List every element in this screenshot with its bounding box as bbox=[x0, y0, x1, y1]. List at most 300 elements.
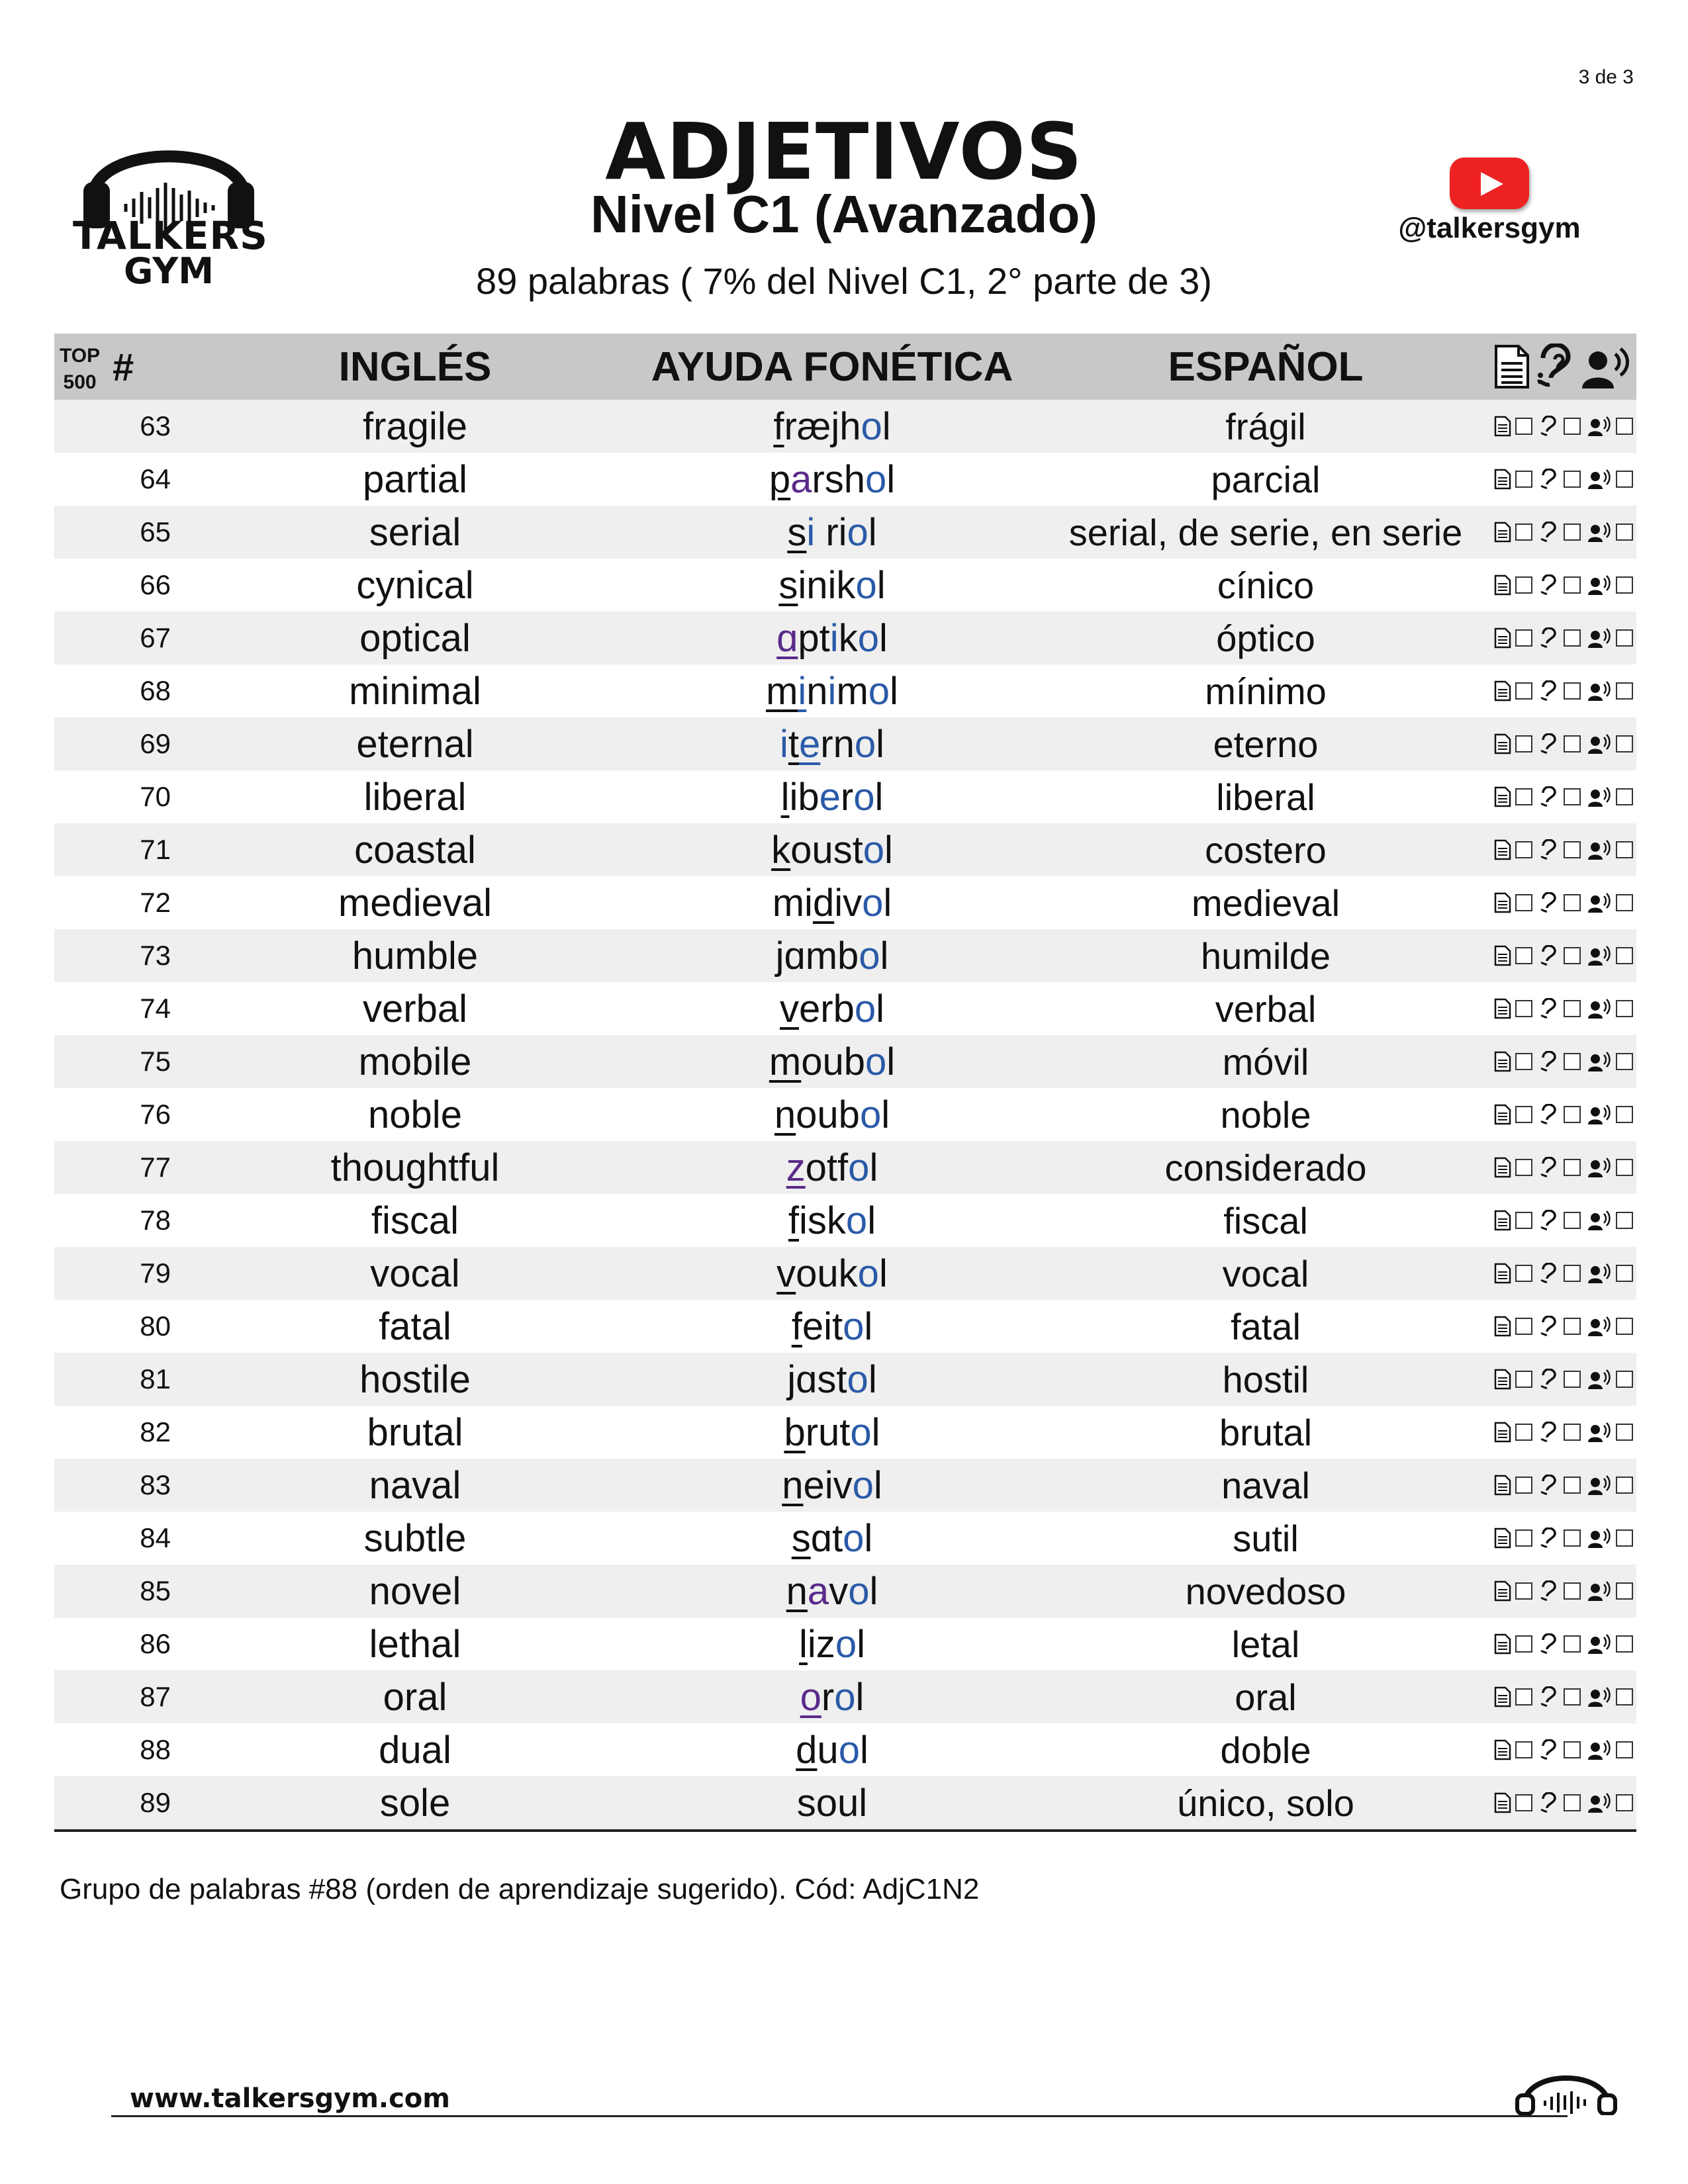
checkbox[interactable] bbox=[1616, 471, 1633, 488]
phonetic-segment: s bbox=[787, 510, 807, 554]
speak-check[interactable] bbox=[1588, 1739, 1633, 1760]
speak-check[interactable] bbox=[1588, 1104, 1633, 1125]
read-check[interactable] bbox=[1494, 416, 1532, 437]
english-word: oral bbox=[207, 1670, 624, 1723]
checkbox[interactable] bbox=[1515, 1794, 1532, 1811]
checkbox[interactable] bbox=[1616, 947, 1633, 964]
checkbox[interactable] bbox=[1616, 1159, 1633, 1176]
footer-divider bbox=[111, 2115, 1568, 2117]
checkbox[interactable] bbox=[1616, 1477, 1633, 1494]
listen-check[interactable] bbox=[1540, 1739, 1581, 1760]
checkbox[interactable] bbox=[1515, 1741, 1532, 1758]
practice-checkboxes bbox=[1491, 1406, 1636, 1459]
checkbox[interactable] bbox=[1515, 1000, 1532, 1017]
read-check[interactable] bbox=[1494, 574, 1532, 596]
speak-check[interactable] bbox=[1588, 680, 1633, 702]
spanish-translation: fiscal bbox=[1223, 1199, 1308, 1242]
word-count-summary: 89 palabras ( 7% del Nivel C1, 2° parte de 3) bbox=[476, 260, 1212, 302]
ear-icon bbox=[1540, 1527, 1560, 1549]
ear-icon bbox=[1540, 839, 1560, 860]
checkbox[interactable] bbox=[1564, 576, 1581, 594]
checkbox[interactable] bbox=[1564, 735, 1581, 752]
table-row bbox=[54, 664, 1636, 717]
read-check[interactable] bbox=[1494, 945, 1532, 966]
checkbox[interactable] bbox=[1564, 841, 1581, 858]
checkbox[interactable] bbox=[1515, 576, 1532, 594]
read-check[interactable] bbox=[1494, 1263, 1532, 1284]
speak-check[interactable] bbox=[1588, 733, 1633, 754]
checkbox[interactable] bbox=[1564, 1424, 1581, 1441]
listen-check[interactable] bbox=[1540, 627, 1581, 649]
checkbox[interactable] bbox=[1564, 1318, 1581, 1335]
checkbox[interactable] bbox=[1515, 1265, 1532, 1282]
word-rank: 71 bbox=[54, 823, 207, 876]
checkbox[interactable] bbox=[1515, 1477, 1532, 1494]
phonetic-segment: o bbox=[848, 1569, 870, 1613]
word-rank: 63 bbox=[54, 400, 207, 453]
word-rank: 70 bbox=[140, 781, 171, 812]
checkbox[interactable] bbox=[1616, 1794, 1633, 1811]
speak-check[interactable] bbox=[1588, 1686, 1633, 1707]
speak-check[interactable] bbox=[1588, 416, 1633, 437]
english-word: coastal bbox=[207, 823, 624, 876]
phonetic-segment: rn bbox=[820, 722, 855, 766]
checkbox[interactable] bbox=[1564, 1053, 1581, 1070]
checkbox[interactable] bbox=[1515, 788, 1532, 805]
phonetic-aid bbox=[624, 770, 1041, 823]
speak-check[interactable] bbox=[1588, 1369, 1633, 1390]
checkbox[interactable] bbox=[1564, 1159, 1581, 1176]
phonetic-segment: l bbox=[886, 1040, 896, 1083]
document-icon bbox=[1494, 680, 1511, 702]
read-check[interactable] bbox=[1494, 1210, 1532, 1231]
speaking-person-icon bbox=[1588, 998, 1612, 1019]
ear-icon bbox=[1540, 416, 1560, 437]
checkbox[interactable] bbox=[1515, 471, 1532, 488]
word-rank: 64 bbox=[140, 463, 171, 494]
checkbox[interactable] bbox=[1564, 471, 1581, 488]
speak-check[interactable] bbox=[1588, 1475, 1633, 1496]
checkbox[interactable] bbox=[1564, 1106, 1581, 1123]
checkbox[interactable] bbox=[1564, 1477, 1581, 1494]
english-word: liberal bbox=[363, 775, 467, 819]
phonetic-segment: o bbox=[852, 1463, 874, 1507]
speaking-person-icon bbox=[1588, 945, 1612, 966]
channel-handle[interactable]: @talkersgym bbox=[1398, 212, 1581, 244]
listen-check[interactable] bbox=[1540, 1263, 1581, 1284]
listen-check[interactable] bbox=[1540, 1316, 1581, 1337]
phonetic-segment: rut bbox=[805, 1410, 851, 1454]
practice-checkboxes bbox=[1491, 717, 1636, 770]
table-row bbox=[54, 823, 1636, 876]
phonetic-segment: l bbox=[882, 404, 891, 448]
speak-check[interactable] bbox=[1588, 1792, 1633, 1813]
checkbox[interactable] bbox=[1564, 1635, 1581, 1653]
speak-check[interactable] bbox=[1588, 1316, 1633, 1337]
phonetic-segment: l bbox=[884, 828, 893, 872]
speak-check[interactable] bbox=[1588, 1157, 1633, 1178]
checkbox[interactable] bbox=[1564, 1212, 1581, 1229]
english-word: partial bbox=[363, 457, 467, 501]
speak-check[interactable] bbox=[1588, 1210, 1633, 1231]
checkbox[interactable] bbox=[1616, 788, 1633, 805]
phonetic-aid bbox=[624, 929, 1041, 982]
checkbox[interactable] bbox=[1564, 523, 1581, 541]
read-check[interactable] bbox=[1494, 998, 1532, 1019]
checkbox[interactable] bbox=[1515, 1212, 1532, 1229]
checkbox[interactable] bbox=[1515, 1159, 1532, 1176]
listen-check[interactable] bbox=[1540, 574, 1581, 596]
document-icon bbox=[1494, 522, 1511, 543]
read-check[interactable] bbox=[1494, 1051, 1532, 1072]
checkbox[interactable] bbox=[1515, 682, 1532, 700]
listen-check[interactable] bbox=[1540, 416, 1581, 437]
speaking-person-icon bbox=[1588, 1739, 1612, 1760]
phonetic-segment: mi bbox=[772, 881, 813, 925]
checkbox[interactable] bbox=[1616, 1741, 1633, 1758]
phonetic-aid bbox=[624, 1194, 1041, 1247]
phonetic-segment: o bbox=[843, 1516, 865, 1560]
checkbox[interactable] bbox=[1515, 841, 1532, 858]
listen-check[interactable] bbox=[1540, 998, 1581, 1019]
speak-check[interactable] bbox=[1588, 627, 1633, 649]
document-icon bbox=[1494, 574, 1511, 596]
phonetic-segment: v bbox=[776, 1251, 796, 1295]
listen-check[interactable] bbox=[1540, 1527, 1581, 1549]
phonetic-segment: i bbox=[829, 616, 839, 660]
phonetic-segment: pt bbox=[798, 616, 830, 660]
table-row bbox=[54, 1776, 1636, 1831]
listen-check[interactable] bbox=[1540, 1104, 1581, 1125]
checkbox[interactable] bbox=[1616, 1000, 1633, 1017]
word-rank: 79 bbox=[54, 1247, 207, 1300]
spanish-translation: fatal bbox=[1231, 1305, 1301, 1347]
word-rank: 76 bbox=[140, 1099, 171, 1130]
phonetic-segment: t bbox=[788, 722, 799, 766]
word-rank: 67 bbox=[54, 612, 207, 664]
speak-check[interactable] bbox=[1588, 1263, 1633, 1284]
speaking-person-icon bbox=[1588, 1369, 1612, 1390]
speak-check[interactable] bbox=[1588, 1580, 1633, 1602]
read-check[interactable] bbox=[1494, 1739, 1532, 1760]
checkbox[interactable] bbox=[1515, 1053, 1532, 1070]
checkbox[interactable] bbox=[1564, 629, 1581, 647]
read-check[interactable] bbox=[1494, 627, 1532, 649]
read-check[interactable] bbox=[1494, 680, 1532, 702]
checkbox[interactable] bbox=[1616, 1371, 1633, 1388]
checkbox[interactable] bbox=[1616, 1212, 1633, 1229]
checkbox[interactable] bbox=[1515, 1635, 1532, 1653]
checkbox[interactable] bbox=[1515, 523, 1532, 541]
listen-check[interactable] bbox=[1540, 1157, 1581, 1178]
phonetic-segment: l bbox=[881, 1093, 890, 1136]
phonetic-segment: o bbox=[865, 1040, 887, 1083]
read-check[interactable] bbox=[1494, 522, 1532, 543]
speaking-person-icon bbox=[1588, 627, 1612, 649]
table-row bbox=[54, 453, 1636, 506]
speak-check[interactable] bbox=[1588, 945, 1633, 966]
vocabulary-rows bbox=[54, 400, 1636, 1831]
listen-check[interactable] bbox=[1540, 945, 1581, 966]
listen-check[interactable] bbox=[1540, 1686, 1581, 1707]
checkbox[interactable] bbox=[1515, 1688, 1532, 1706]
english-word: sole bbox=[207, 1776, 624, 1831]
phonetic-segment: o bbox=[853, 775, 875, 819]
word-rank: 83 bbox=[54, 1459, 207, 1512]
phonetic-segment: a bbox=[807, 1569, 829, 1613]
read-check[interactable] bbox=[1494, 1527, 1532, 1549]
phonetic-segment: s bbox=[778, 563, 798, 607]
youtube-play-icon[interactable] bbox=[1450, 158, 1529, 209]
read-check[interactable] bbox=[1494, 1580, 1532, 1602]
spanish-translation: humilde bbox=[1041, 929, 1491, 982]
listen-check[interactable] bbox=[1540, 786, 1581, 807]
read-check[interactable] bbox=[1494, 1475, 1532, 1496]
phonetic-segment: ib bbox=[789, 775, 820, 819]
phonetic-segment: f bbox=[788, 1199, 800, 1242]
checkbox[interactable] bbox=[1564, 1000, 1581, 1017]
phonetic-segment: o bbox=[854, 722, 876, 766]
listen-check[interactable] bbox=[1540, 1580, 1581, 1602]
practice-checkboxes bbox=[1491, 1776, 1636, 1831]
checkbox[interactable] bbox=[1616, 1688, 1633, 1706]
checkbox[interactable] bbox=[1616, 523, 1633, 541]
vocabulary-table bbox=[54, 334, 1636, 1832]
speaking-person-icon bbox=[1588, 1104, 1612, 1125]
phonetic-segment: o bbox=[855, 563, 877, 607]
read-check[interactable] bbox=[1494, 1104, 1532, 1125]
checkbox[interactable] bbox=[1616, 1582, 1633, 1600]
listen-check[interactable] bbox=[1540, 1051, 1581, 1072]
checkbox[interactable] bbox=[1515, 894, 1532, 911]
checkbox[interactable] bbox=[1564, 682, 1581, 700]
speaking-person-icon bbox=[1588, 680, 1612, 702]
read-check[interactable] bbox=[1494, 892, 1532, 913]
english-word: medieval bbox=[338, 881, 492, 925]
word-rank: 87 bbox=[54, 1670, 207, 1723]
word-rank: 89 bbox=[54, 1776, 207, 1831]
ear-icon bbox=[1540, 1316, 1560, 1337]
phonetic-aid bbox=[624, 1512, 1041, 1565]
checkbox[interactable] bbox=[1564, 947, 1581, 964]
phonetic-segment: o bbox=[861, 404, 882, 448]
word-rank: 74 bbox=[140, 993, 171, 1024]
checkbox[interactable] bbox=[1564, 1265, 1581, 1282]
page-number: 3 de 3 bbox=[1578, 66, 1634, 88]
checkbox[interactable] bbox=[1616, 841, 1633, 858]
listen-check[interactable] bbox=[1540, 733, 1581, 754]
document-icon bbox=[1494, 1422, 1511, 1443]
listen-check[interactable] bbox=[1540, 1422, 1581, 1443]
listen-check[interactable] bbox=[1540, 1475, 1581, 1496]
ear-icon bbox=[1540, 998, 1560, 1019]
table-row bbox=[54, 1194, 1636, 1247]
checkbox[interactable] bbox=[1515, 1582, 1532, 1600]
checkbox[interactable] bbox=[1616, 894, 1633, 911]
spanish-translation: mínimo bbox=[1205, 670, 1327, 712]
phonetic-aid bbox=[624, 506, 1041, 559]
speak-check[interactable] bbox=[1588, 469, 1633, 490]
spanish-translation: medieval bbox=[1191, 882, 1340, 924]
phonetic-aid bbox=[624, 1406, 1041, 1459]
page-title: ADJETIVOS bbox=[605, 106, 1083, 197]
practice-checkboxes bbox=[1491, 1035, 1636, 1088]
checkbox[interactable] bbox=[1616, 576, 1633, 594]
speak-check[interactable] bbox=[1588, 786, 1633, 807]
read-check[interactable] bbox=[1494, 1686, 1532, 1707]
english-word: naval bbox=[207, 1459, 624, 1512]
phonetic-segment: d bbox=[812, 881, 835, 925]
ear-icon bbox=[1540, 680, 1560, 702]
phonetic-aid bbox=[624, 876, 1041, 929]
listen-check[interactable] bbox=[1540, 1369, 1581, 1390]
checkbox[interactable] bbox=[1515, 1424, 1532, 1441]
english-word: lethal bbox=[369, 1622, 461, 1666]
checkbox[interactable] bbox=[1616, 682, 1633, 700]
english-word: serial bbox=[207, 506, 624, 559]
checkbox[interactable] bbox=[1616, 1106, 1633, 1123]
phonetic-segment: l bbox=[864, 1516, 873, 1560]
checkbox[interactable] bbox=[1515, 1106, 1532, 1123]
phonetic-segment: l bbox=[880, 934, 889, 978]
checkbox[interactable] bbox=[1515, 1529, 1532, 1547]
checkbox[interactable] bbox=[1616, 1265, 1633, 1282]
read-check[interactable] bbox=[1494, 1157, 1532, 1178]
checkbox[interactable] bbox=[1564, 1371, 1581, 1388]
table-header-row bbox=[54, 334, 1636, 400]
read-check[interactable] bbox=[1494, 733, 1532, 754]
speaking-person-icon bbox=[1588, 1792, 1612, 1813]
speak-check[interactable] bbox=[1588, 1633, 1633, 1655]
checkbox[interactable] bbox=[1515, 735, 1532, 752]
word-group-footnote: Grupo de palabras #88 (orden de aprendizaje sugerido). Cód: AdjC1N2 bbox=[60, 1873, 980, 1905]
phonetic-segment: m bbox=[766, 669, 798, 713]
english-word: verbal bbox=[363, 987, 467, 1030]
checkbox[interactable] bbox=[1564, 1794, 1581, 1811]
footer-url[interactable]: www.talkersgym.com bbox=[130, 2083, 450, 2114]
practice-checkboxes bbox=[1491, 982, 1636, 1035]
checkbox[interactable] bbox=[1515, 418, 1532, 435]
ear-icon bbox=[1540, 522, 1560, 543]
practice-checkboxes bbox=[1491, 559, 1636, 612]
table-row bbox=[54, 876, 1636, 929]
checkbox[interactable] bbox=[1616, 735, 1633, 752]
speak-check[interactable] bbox=[1588, 998, 1633, 1019]
read-check[interactable] bbox=[1494, 1316, 1532, 1337]
english-word: brutal bbox=[367, 1410, 463, 1454]
read-check[interactable] bbox=[1494, 786, 1532, 807]
header-spanish: ESPAÑOL bbox=[1041, 334, 1491, 400]
word-rank: 84 bbox=[140, 1522, 171, 1553]
phonetic-segment: n bbox=[774, 1093, 796, 1136]
listen-check[interactable] bbox=[1540, 1792, 1581, 1813]
speak-check[interactable] bbox=[1588, 1422, 1633, 1443]
ear-icon bbox=[1540, 1580, 1560, 1602]
listen-check[interactable] bbox=[1540, 522, 1581, 543]
phonetic-segment: o bbox=[838, 1728, 860, 1772]
listen-check[interactable] bbox=[1540, 680, 1581, 702]
speak-check[interactable] bbox=[1588, 839, 1633, 860]
listen-check[interactable] bbox=[1540, 1633, 1581, 1655]
table-row bbox=[54, 1406, 1636, 1459]
listen-check[interactable] bbox=[1540, 892, 1581, 913]
spanish-translation: parcial bbox=[1211, 458, 1321, 500]
checkbox[interactable] bbox=[1616, 1635, 1633, 1653]
checkbox[interactable] bbox=[1616, 418, 1633, 435]
practice-checkboxes bbox=[1491, 1617, 1636, 1670]
speaking-person-icon bbox=[1588, 1210, 1612, 1231]
read-check[interactable] bbox=[1494, 469, 1532, 490]
checkbox[interactable] bbox=[1564, 1741, 1581, 1758]
phonetic-aid bbox=[624, 612, 1041, 664]
speak-check[interactable] bbox=[1588, 892, 1633, 913]
table-row bbox=[54, 1247, 1636, 1300]
phonetic-aid bbox=[624, 1776, 1041, 1831]
header-number bbox=[54, 334, 207, 400]
checkbox[interactable] bbox=[1515, 629, 1532, 647]
read-check[interactable] bbox=[1494, 1633, 1532, 1655]
checkbox[interactable] bbox=[1616, 629, 1633, 647]
practice-checkboxes bbox=[1491, 1723, 1636, 1776]
checkbox[interactable] bbox=[1616, 1529, 1633, 1547]
english-word: mobile bbox=[207, 1035, 624, 1088]
speak-check[interactable] bbox=[1588, 574, 1633, 596]
speak-check[interactable] bbox=[1588, 1051, 1633, 1072]
listen-check[interactable] bbox=[1540, 839, 1581, 860]
checkbox[interactable] bbox=[1564, 1529, 1581, 1547]
phonetic-segment: l bbox=[871, 1410, 880, 1454]
checkbox[interactable] bbox=[1515, 1318, 1532, 1335]
practice-checkboxes bbox=[1491, 1459, 1636, 1512]
phonetic-segment: ouk bbox=[796, 1251, 858, 1295]
listen-check[interactable] bbox=[1540, 469, 1581, 490]
checkbox[interactable] bbox=[1564, 894, 1581, 911]
phonetic-segment: u bbox=[817, 1728, 839, 1772]
read-check[interactable] bbox=[1494, 1422, 1532, 1443]
document-icon bbox=[1494, 1316, 1511, 1337]
checkbox[interactable] bbox=[1564, 788, 1581, 805]
read-check[interactable] bbox=[1494, 1369, 1532, 1390]
listen-check[interactable] bbox=[1540, 1210, 1581, 1231]
practice-checkboxes bbox=[1491, 506, 1636, 559]
speak-check[interactable] bbox=[1588, 522, 1633, 543]
speak-check[interactable] bbox=[1588, 1527, 1633, 1549]
ear-icon bbox=[1540, 892, 1560, 913]
spanish-translation: sutil bbox=[1233, 1517, 1299, 1559]
table-row bbox=[54, 1617, 1636, 1670]
checkbox[interactable] bbox=[1515, 947, 1532, 964]
ear-icon bbox=[1540, 1369, 1560, 1390]
document-icon bbox=[1494, 1580, 1511, 1602]
checkbox[interactable] bbox=[1616, 1318, 1633, 1335]
checkbox[interactable] bbox=[1616, 1424, 1633, 1441]
ear-icon bbox=[1540, 1633, 1560, 1655]
checkbox[interactable] bbox=[1564, 1582, 1581, 1600]
header-english: INGLÉS bbox=[207, 334, 624, 400]
phonetic-segment: o bbox=[865, 457, 887, 501]
speaking-person-icon bbox=[1588, 1316, 1612, 1337]
read-check[interactable] bbox=[1494, 839, 1532, 860]
spanish-translation: vocal bbox=[1041, 1247, 1491, 1300]
phonetic-segment: o bbox=[800, 1675, 821, 1719]
checkbox[interactable] bbox=[1564, 418, 1581, 435]
checkbox[interactable] bbox=[1564, 1688, 1581, 1706]
checkbox[interactable] bbox=[1515, 1371, 1532, 1388]
phonetic-segment: ri bbox=[815, 510, 847, 554]
checkbox[interactable] bbox=[1616, 1053, 1633, 1070]
ear-icon bbox=[1540, 1210, 1560, 1231]
read-check[interactable] bbox=[1494, 1792, 1532, 1813]
